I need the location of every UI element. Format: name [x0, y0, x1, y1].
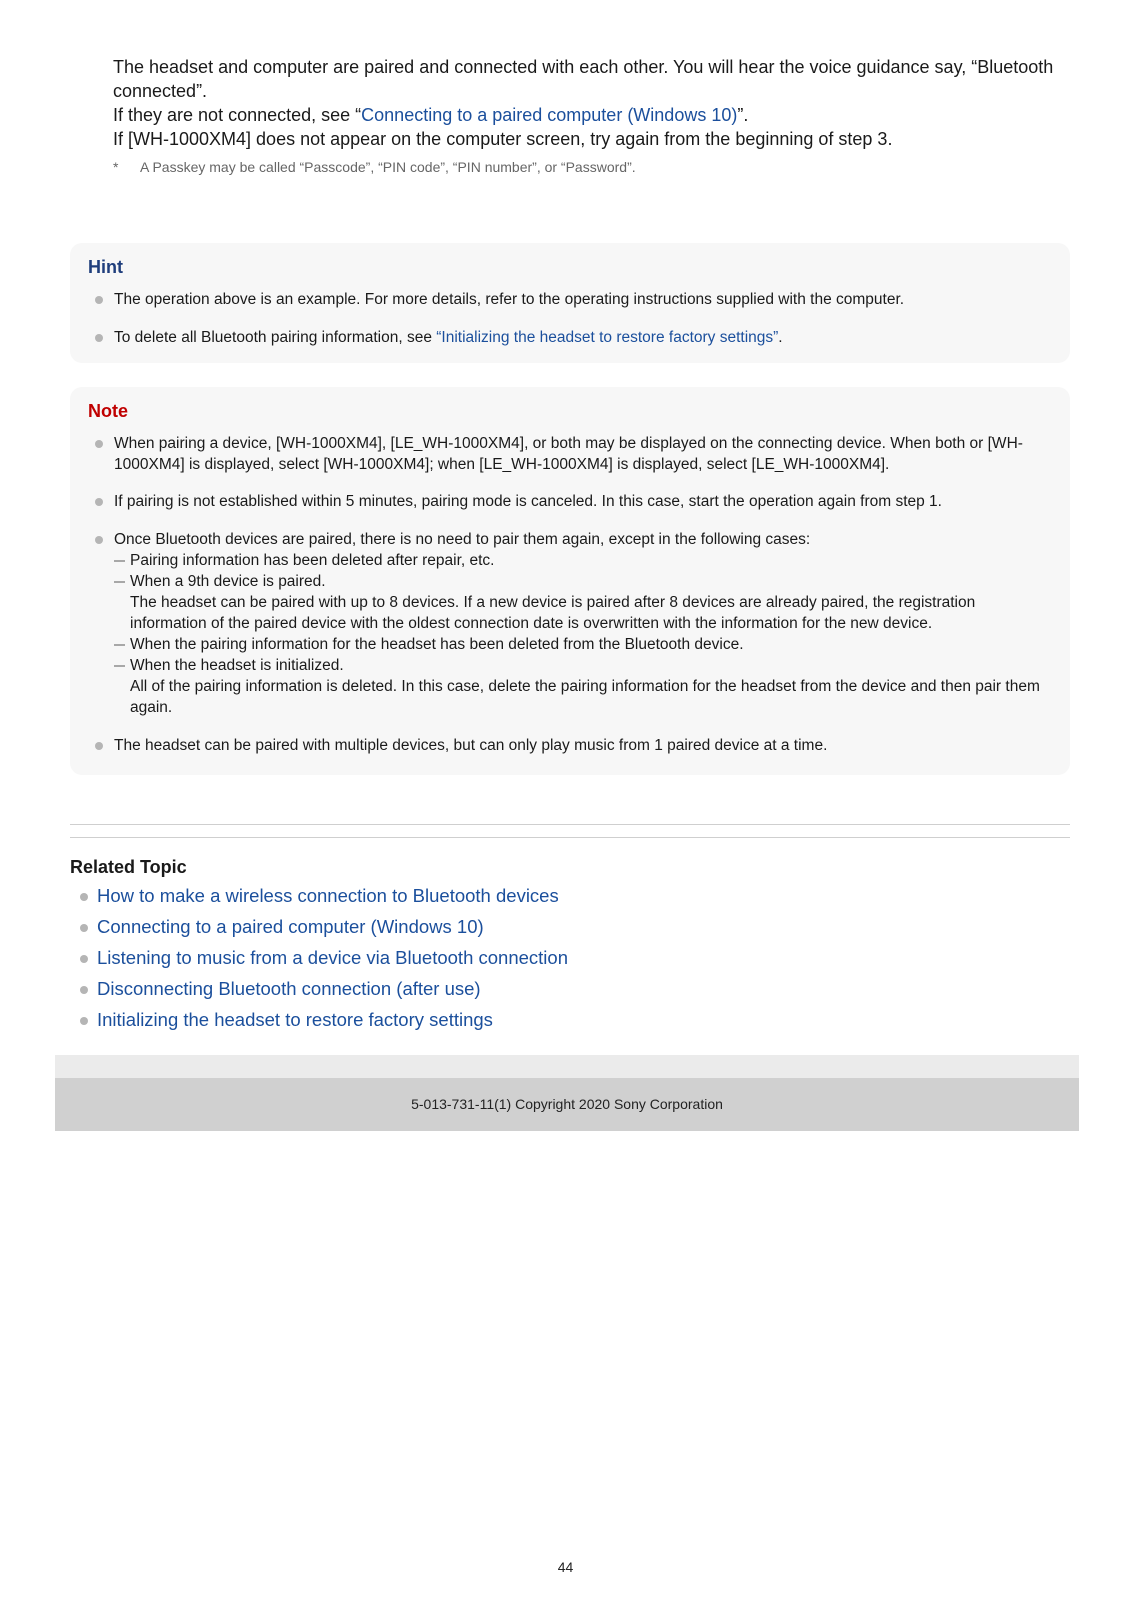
dash-icon [114, 644, 125, 646]
bullet-icon [95, 440, 103, 448]
note-item: If pairing is not established within 5 minutes, pairing mode is canceled. In this case, start the operation again from step 1. [114, 491, 1054, 512]
footnote-mark: * [113, 159, 119, 175]
intro-section [113, 55, 1073, 151]
hint-item: To delete all Bluetooth pairing information, see “Initializing the headset to restore factory settings”. [114, 327, 1054, 348]
intro-paired-text: The headset and computer are paired and connected with each other. You will hear the voice guidance say, “Bluetooth connected”. [113, 57, 1054, 101]
hint-box [70, 243, 1070, 363]
note-box [70, 387, 1070, 775]
hint-item: The operation above is an example. For more details, refer to the operating instructions supplied with the computer. [114, 289, 1054, 310]
related-topic-item [97, 946, 568, 977]
dash-icon [114, 581, 125, 583]
note-heading: Note [88, 401, 128, 421]
hint-heading: Hint [88, 257, 123, 277]
link-initializing-headset-related[interactable]: Initializing the headset to restore factory settings [97, 1009, 493, 1030]
bullet-icon [95, 742, 103, 750]
divider [70, 837, 1070, 838]
related-topic-list [97, 884, 568, 1039]
note-sub-detail: All of the pairing information is deleted. In this case, delete the pairing information for the headset from the device and then pair them again. [130, 678, 1040, 716]
bullet-icon [95, 296, 103, 304]
bullet-icon [80, 893, 88, 901]
link-initializing-headset[interactable]: “Initializing the headset to restore factory settings” [436, 329, 779, 346]
related-topic-item [97, 915, 568, 946]
divider [70, 824, 1070, 825]
related-topic-heading: Related Topic [70, 857, 187, 877]
bullet-icon [80, 986, 88, 994]
related-topic-item [97, 1008, 568, 1039]
related-topic-item [97, 977, 568, 1008]
footer-copyright: 5-013-731-11(1) Copyright 2020 Sony Corporation [55, 1078, 1079, 1131]
passkey-footnote: * A Passkey may be called “Passcode”, “PIN code”, “PIN number”, or “Password”. [113, 159, 636, 175]
note-sub-item: When the pairing information for the headset has been deleted from the Bluetooth device. [114, 634, 1054, 655]
dash-icon [114, 665, 125, 667]
note-item: When pairing a device, [WH-1000XM4], [LE_WH-1000XM4], or both may be displayed on the connecting device. When both or [WH-1000XM4] is displayed, select [WH-1000XM4]; when [LE_WH-1000XM4] is displayed, select [LE_WH-1000XM4]. [114, 433, 1054, 475]
note-sub-detail: The headset can be paired with up to 8 devices. If a new device is paired after 8 devices are already paired, the registration information of the paired device with the oldest connection date is overwritten with the information for the new device. [130, 594, 976, 632]
bullet-icon [80, 1017, 88, 1025]
bullet-icon [95, 498, 103, 506]
link-listening-music[interactable]: Listening to music from a device via Bluetooth connection [97, 947, 568, 968]
bullet-icon [95, 334, 103, 342]
bullet-icon [95, 536, 103, 544]
related-topic-item [97, 884, 568, 915]
dash-icon [114, 560, 125, 562]
link-connecting-paired-computer[interactable]: Connecting to a paired computer (Windows 10) [361, 105, 738, 125]
note-item: The headset can be paired with multiple devices, but can only play music from 1 paired device at a time. [114, 735, 1054, 756]
footer-top-band [55, 1055, 1079, 1078]
note-item: Once Bluetooth devices are paired, there is no need to pair them again, except in the following cases: Pairing information has been deleted after repair, etc. When a 9th device is paired. The headset can be paired with up to 8 devices. If a new device is paired after 8 devices are already paired, the registration information of the paired device with the oldest connection date is overwritten with the information for the new device. When the pairing information for the headset has been deleted from the Bluetooth device. When the headset is initialized. All of the pairing information is deleted. In this case, delete the pairing information for the headset from the device and then pair them again. [114, 529, 1054, 718]
link-connecting-paired-computer-related[interactable]: Connecting to a paired computer (Windows 10) [97, 916, 484, 937]
note-sub-item: Pairing information has been deleted after repair, etc. [114, 550, 1054, 571]
link-wireless-connection[interactable]: How to make a wireless connection to Bluetooth devices [97, 885, 559, 906]
intro-not-connected-text: If they are not connected, see “Connecting to a paired computer (Windows 10)”. [113, 105, 749, 125]
bullet-icon [80, 955, 88, 963]
bullet-icon [80, 924, 88, 932]
intro-retry-text: If [WH-1000XM4] does not appear on the computer screen, try again from the beginning of step 3. [113, 129, 893, 149]
page-number: 44 [557, 1559, 574, 1575]
note-sub-item: When the headset is initialized. [114, 655, 1054, 676]
note-sub-item: When a 9th device is paired. [114, 571, 1054, 592]
link-disconnecting-bluetooth[interactable]: Disconnecting Bluetooth connection (after use) [97, 978, 481, 999]
